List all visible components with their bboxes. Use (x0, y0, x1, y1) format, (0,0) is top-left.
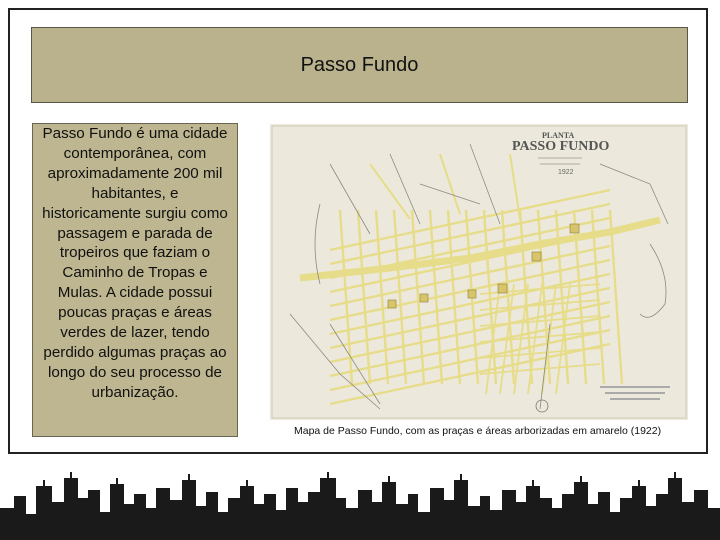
city-skyline-decoration (0, 468, 720, 540)
body-text: Passo Fundo é uma cidade contemporânea, com aproximadamente 200 mil habitantes, e historicamente surgiu como passagem e parada de tropeiros que faziam o Caminho de Tropas e Mulas. A cidade possui poucas praças e áreas verdes de lazer, tendo perdido algumas praças ao longo do seu processo de urbanização. (42, 125, 228, 401)
city-map-image (270, 124, 688, 420)
map-title: PASSO FUNDO (512, 139, 610, 154)
title-bar (31, 27, 688, 103)
map-caption: Mapa de Passo Fundo, com as praças e áreas arborizadas em amarelo (1922) (294, 425, 662, 437)
map-title-small: PLANTA (542, 131, 575, 140)
map-year: 1922 (558, 169, 574, 176)
slide-title: Passo Fundo (300, 53, 419, 76)
body-text-box (32, 123, 238, 437)
